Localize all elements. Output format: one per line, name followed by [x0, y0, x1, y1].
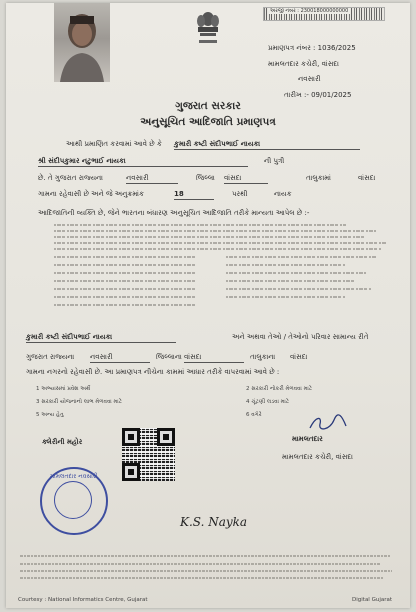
officer-office: મામલતદાર કચેરી, વાંસદા — [282, 453, 353, 461]
certificate-title: અનુસૂચિત આદિજાતિ પ્રમાણપત્ર — [140, 116, 276, 128]
village-prefix: ગામના રહેવાસી છે અને જે અનુક્રમાંક — [38, 190, 144, 198]
serial-suffix: પરથી — [232, 190, 248, 198]
state-label: ગુજરાત રાજ્યના — [26, 353, 75, 361]
seal-text: મામલતદાર નવસારી — [50, 473, 98, 480]
officer-signature-icon — [308, 414, 348, 432]
purpose-3: 3 સરકારી યોજનાનો લાભ મેળવવા માટે — [36, 399, 122, 405]
footer-courtesy: Courtesy : National Informatics Centre, Gujarat — [18, 597, 148, 603]
purpose-6: 6 વગેરે — [246, 412, 262, 418]
qr-code — [122, 428, 175, 481]
residence-line: ગામના નગરનો રહેવાસી છે. આ પ્રમાણપત્ર નીચેના કામમાં આધાર તરીકે વાપરવામાં આવે છે : — [26, 368, 280, 376]
footer-notes — [20, 553, 400, 588]
district-label: જિલ્લા — [196, 174, 215, 182]
name2-suffix: અને અથવા તેઓ / તેઓનો પરિવાર સામાન્ય રીતે — [232, 333, 369, 341]
applicant-name: કુમારી કષ્ટી સંદીપભાઈ નાયકા — [174, 140, 360, 150]
district2-value: નવસારી — [90, 353, 150, 363]
date-row — [284, 91, 351, 100]
taluka-value: વાંસદા — [224, 174, 268, 184]
purpose-4: 4 ચૂંટણી લડવા માટે — [246, 399, 290, 405]
certificate-sheet — [6, 3, 410, 608]
tribe-list-block — [46, 221, 406, 316]
taluka2-value: વાંસદા — [184, 353, 244, 363]
official-seal — [40, 467, 108, 535]
certificate-number: 1036/2025 — [317, 44, 356, 52]
taluka-label: તાલુકામાં — [306, 174, 331, 182]
emblem-icon — [190, 7, 226, 47]
applicant-name-2: કુમારી કષ્ટી સંદીપભાઈ નાયકા — [26, 333, 176, 343]
village-value: વાંસદા — [358, 174, 376, 182]
district-value: નવસારી — [126, 174, 178, 184]
taluka2-label: તાલુકાના — [250, 353, 276, 361]
district-line-prefix: છે. તે ગુજરાત રાજ્યના — [38, 174, 103, 182]
village2-value: વાંસદા — [290, 353, 308, 361]
footer-right: Digital Gujarat — [352, 597, 393, 603]
certificate-number-row — [268, 44, 356, 53]
application-number: અરજી નંબર : 230018000000000 — [270, 8, 349, 14]
purpose-5: 5 અન્ય હેતુ — [36, 412, 64, 418]
district2-label: જિલ્લાના — [156, 353, 182, 361]
left-signature-title: ક્લેરીની મહોર — [42, 438, 83, 446]
purpose-2: 2 સરકારી નોકરી મેળવવા માટે — [246, 386, 313, 392]
caste-name: નાયક — [274, 190, 292, 198]
serial-number: 18 — [174, 190, 214, 200]
order-line: આદિજાતિની વ્યક્તિ છે, જેને ભારતના બંધારણ અનુસૂચિત આદિજાતિ તરીકે માન્યતા આપેલ છે :- — [38, 209, 310, 217]
date-label: તારીખ :- — [284, 91, 309, 99]
applicant-photo — [54, 3, 110, 82]
relation-text: ની પુત્રી — [264, 157, 285, 165]
certificate-number-label: પ્રમાણપત્ર નંબર : — [268, 44, 316, 52]
purpose-1: 1 અભ્યાસમાં પ્રવેશ અર્થે — [36, 386, 91, 392]
issuer-district: નવસારી — [298, 75, 321, 83]
handwritten-signature: K.S. Nayka — [180, 515, 248, 529]
father-name: શ્રી સંદીપકુમાર નટુભાઈ નાયકા — [38, 157, 248, 167]
officer-title: મામલતદાર — [292, 435, 323, 443]
issuer-office: મામલતદાર કચેરી, વાંસદા — [268, 60, 339, 68]
issue-date: 09/01/2025 — [311, 91, 352, 99]
government-title: ગુજરાત સરકાર — [175, 100, 241, 112]
intro-text: આથી પ્રમાણિત કરવામાં આવે છે કે — [66, 140, 162, 148]
